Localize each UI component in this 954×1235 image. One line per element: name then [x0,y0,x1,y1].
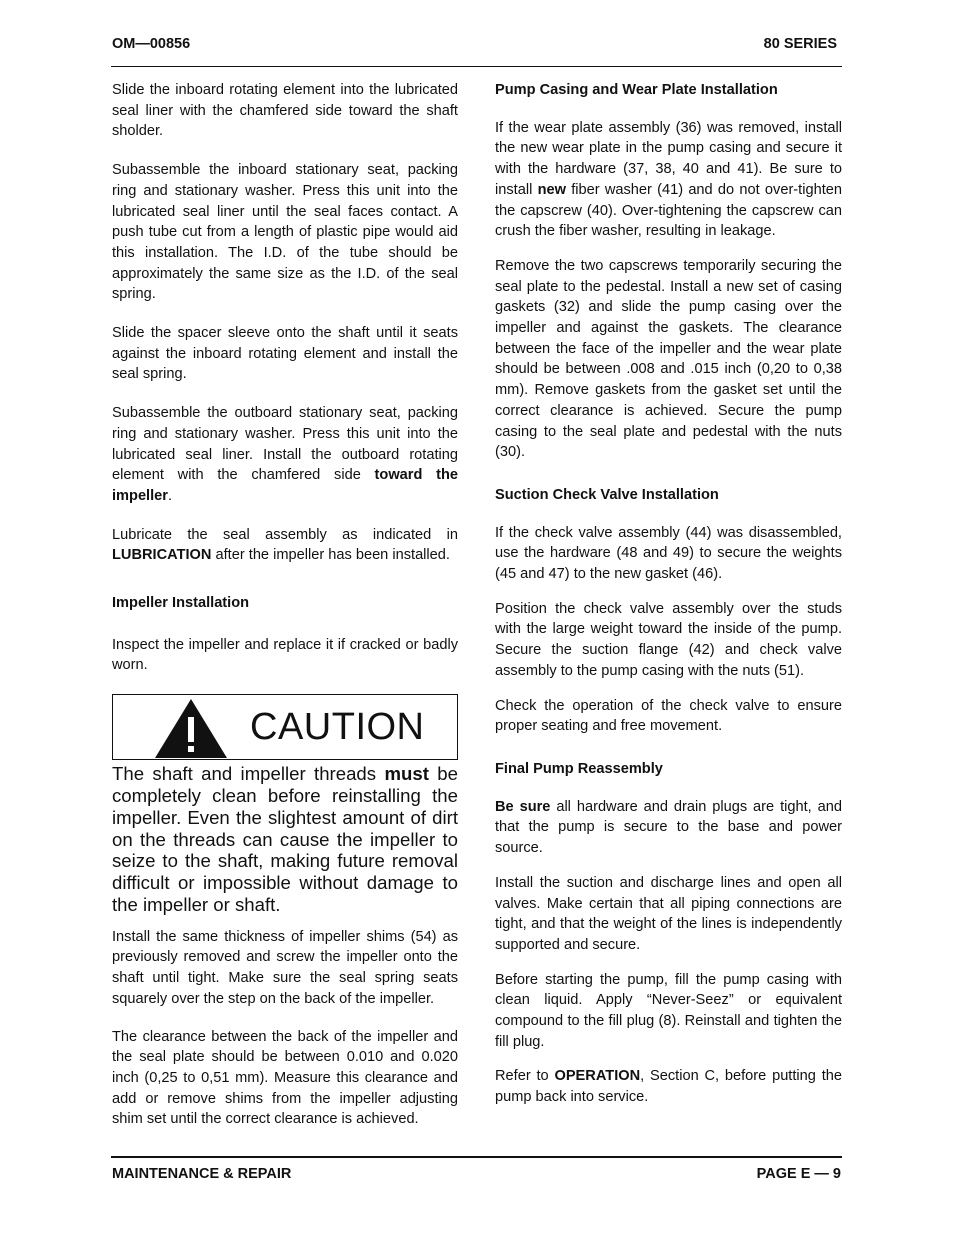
paragraph: Slide the inboard rotating element into the lubricated seal liner with the chamfered side toward the shaft sholder. [112,82,458,140]
paragraph: The clearance between the back of the impeller and the seal plate should be between 0.010 and 0.020 inch (0,25 to 0,51 mm). Measure this clearance and add or remove shims from the impeller adjusting shim set until the correct clearance is achieved. [112,1028,458,1128]
section-heading-casing: Pump Casing and Wear Plate Installation [495,82,778,98]
paragraph: Refer to OPERATION, Section C, before putting the pump back into service. [495,1068,842,1106]
paragraph: Be sure all hardware and drain plugs are tight, and that the pump is secure to the base and power source. [495,798,842,857]
header-rule [111,66,842,67]
paragraph: Lubricate the seal assembly as indicated in LUBRICATION after the impeller has been installed. [112,526,458,564]
paragraph: Before starting the pump, fill the pump casing with clean liquid. Apply “Never-Seez” or equivalent compound to the fill plug (8). Reinstall and tighten the fill plug. [495,971,842,1050]
series-label: 80 SERIES [763,36,837,52]
paragraph: Check the operation of the check valve to ensure proper seating and free movement. [495,697,842,735]
caution-text: The shaft and impeller threads must be completely clean before reinstalling the impeller. Even the slightest amount of dirt on the threads can cause the impeller to seize to the shaft, making future removal difficult or impossible without damage to the impeller or shaft. [112,763,458,915]
paragraph: Install the same thickness of impeller shims (54) as previously removed and screw the impeller onto the shaft until tight. Make sure the seal spring seats squarely over the step on the back of the impeller. [112,928,458,1007]
section-heading-impeller: Impeller Installation [112,595,250,612]
caution-label: CAUTION [250,706,425,749]
paragraph: Remove the two capscrews temporarily securing the seal plate to the pedestal. Install a new set of casing gaskets (32) and slide the pump casing over the impeller and against the gaskets. The clearance between the face of the impeller and the wear plate should be between .008 and .015 inch (0,20 to 0,38 mm). Remove gaskets from the gasket set until the correct clearance is achieved. Secure the pump casing to the seal plate and pedestal with the nuts (30). [495,257,842,461]
footer-rule [111,1156,842,1158]
paragraph: Position the check valve assembly over the studs with the large weight toward the inside of the pump. Secure the suction flange (42) and check valve assembly to the pump casing with the nuts (51). [495,600,842,679]
paragraph: If the wear plate assembly (36) was removed, install the new wear plate in the pump casing and secure it with the hardware (37, 38, 40 and 41). Be sure to install new fiber washer (41) and do not over-tighten the capscrew (40). Over-tightening the capscrew can crush the fiber washer, resulting in leakage. [495,119,842,240]
section-heading-check-valve: Suction Check Valve Installation [495,486,719,503]
paragraph: If the check valve assembly (44) was disassembled, use the hardware (48 and 49) to secure the weights (45 and 47) to the new gasket (46). [495,524,842,583]
paragraph: Slide the spacer sleeve onto the shaft until it seats against the inboard rotating element and install the seal spring. [112,325,458,383]
paragraph: Subassemble the outboard stationary seat, packing ring and stationary washer. Press this unit into the lubricated seal liner. Install the outboard rotating element with the chamfered side toward the impeller. [112,405,459,504]
section-heading-final: Final Pump Reassembly [495,760,663,777]
left-column [112,80,458,1130]
paragraph: Install the suction and discharge lines and open all valves. Make certain that all piping connections are tight, and that the weight of the lines is independently supported and secure. [495,874,842,953]
paragraph: Subassemble the inboard stationary seat, packing ring and stationary washer. Press this unit into the lubricated seal liner until the seal faces contact. A push tube cut from a length of plastic pipe would aid this installation. The I.D. of the tube should be approximately the same size as the I.D. of the seal spring. [112,162,458,303]
document-number: OM—00856 [112,36,191,52]
caution-banner [112,694,458,760]
footer-section-label: MAINTENANCE & REPAIR [112,1166,292,1182]
warning-triangle-icon [153,697,229,759]
paragraph: Inspect the impeller and replace it if cracked or badly worn. [112,636,458,674]
right-column [495,80,842,1108]
page-number: PAGE E — 9 [756,1166,841,1182]
